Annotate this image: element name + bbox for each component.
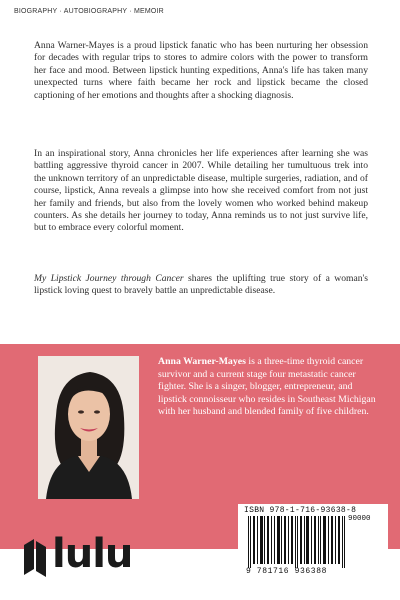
blurb-paragraph-2: In an inspirational story, Anna chronicles her life experiences after learning she was battling aggressive thyroid cancer in 2007. While detailing her tumultuous trek into the unknown territory of an unpredictable disease, multiple surgeries, radiation, and of course, lipstick, Anna reveals a glimpse into how she received comfort from not just her family and friends, but also from the lovely women who worked behind makeup counters. As she details her journey to today, Anna reminds us to not just survive life, but to embrace every colorful moment.	[34, 148, 368, 234]
book-title: My Lipstick Journey through Cancer	[34, 273, 184, 284]
blurb-paragraph-3-text: shares the uplifting true story of a woman's lipstick loving quest to bravely battle an unpredictable disease.	[34, 273, 369, 297]
author-bio-text: is a three-time thyroid cancer survivor and a current stage four metastatic cancer fighter. She is a singer, blogger, entrepreneur, and lipstick connoisseur who resides in Southeast Michigan with her husband and blended family of five children.	[158, 356, 376, 418]
blurb-paragraph-3	[34, 273, 368, 298]
author-photo	[38, 356, 139, 499]
ean-number: 9 781716 936388	[246, 567, 328, 576]
author-name: Anna Warner-Mayes	[158, 356, 246, 367]
book-icon	[22, 539, 48, 577]
author-bio	[158, 356, 376, 419]
barcode-box	[238, 504, 388, 578]
price-code: 90000	[348, 515, 371, 523]
isbn-text: ISBN 978-1-716-93638-8	[244, 506, 357, 515]
blurb-paragraph-1: Anna Warner-Mayes is a proud lipstick fanatic who has been nurturing her obsession for decades with regular trips to stores to admire colors with the power to transform her face and mood. Between lipstick hunting expeditions, Anna's life has taken many unexpected turns where faith became her rock and lipstick became the closed captioning of her emotions and thoughts after a shocking diagnosis.	[34, 40, 368, 101]
barcode	[248, 516, 346, 568]
publisher-name: lulu	[52, 531, 133, 577]
genre-label: BIOGRAPHY · AUTOBIOGRAPHY · MEMOIR	[14, 8, 164, 15]
